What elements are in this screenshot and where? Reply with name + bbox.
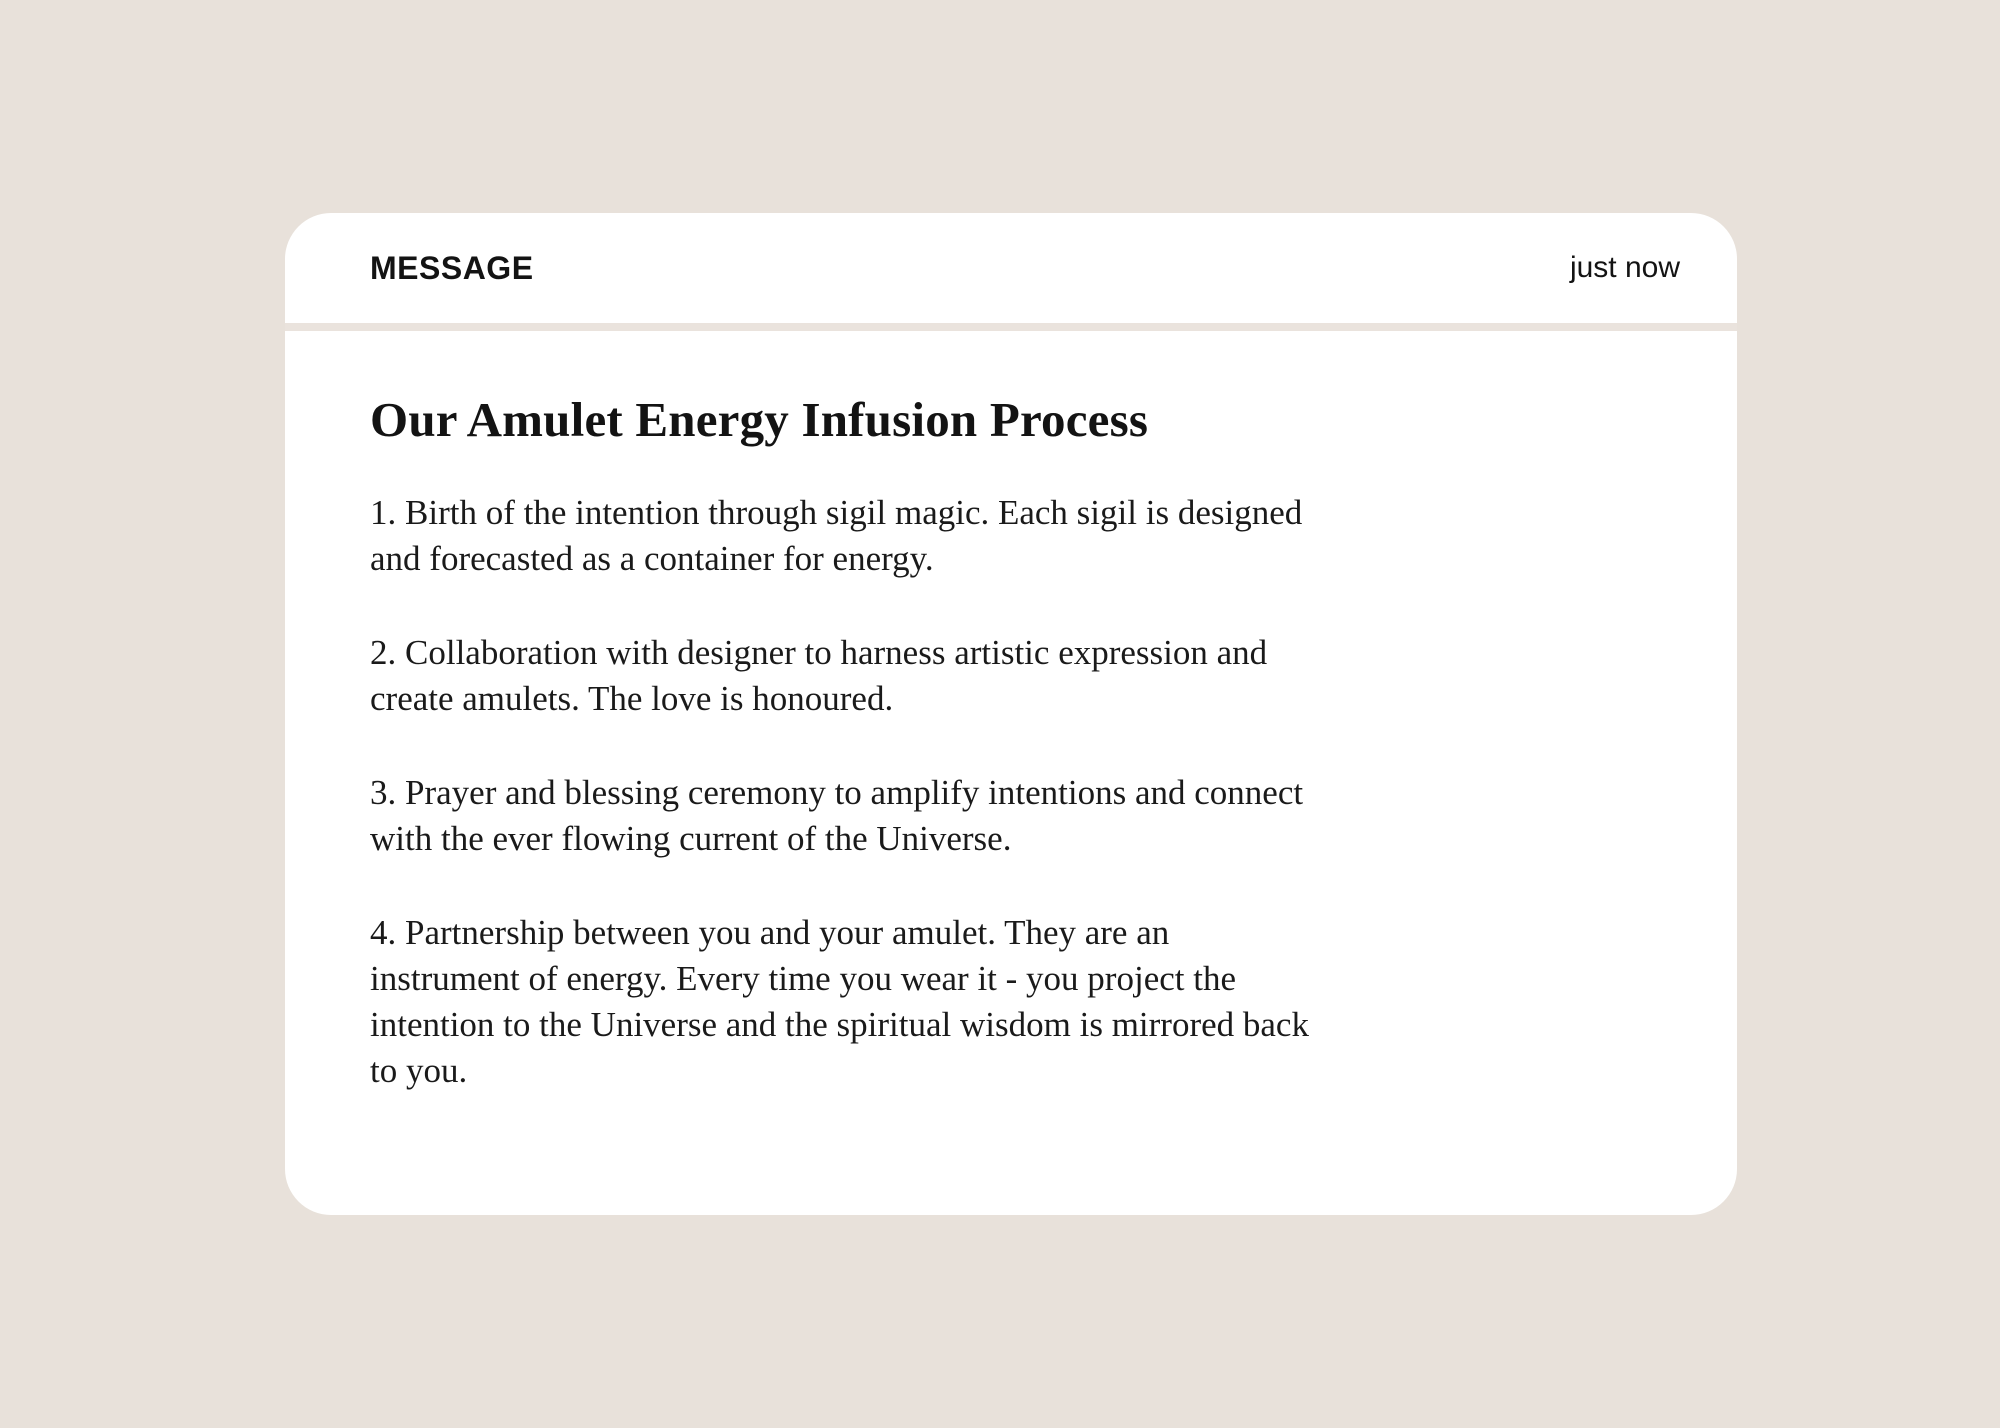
process-step-2: [370, 630, 1652, 722]
header-divider: [285, 323, 1737, 331]
step-4-line-1: 4. Partnership between you and your amulet. They are an: [370, 913, 1170, 952]
process-step-3: [370, 770, 1652, 862]
process-step-1: [370, 490, 1652, 582]
process-step-4: [370, 910, 1652, 1094]
message-card[interactable]: [285, 213, 1737, 1215]
message-card-body: [285, 331, 1737, 1215]
step-3-line-1: 3. Prayer and blessing ceremony to amplify intentions and connect: [370, 773, 1304, 812]
step-4-line-2: instrument of energy. Every time you wear it - you project the: [370, 959, 1236, 998]
step-4-line-3: intention to the Universe and the spiritual wisdom is mirrored back: [370, 1005, 1309, 1044]
message-label: MESSAGE: [370, 249, 534, 286]
step-2-line-1: 2. Collaboration with designer to harness artistic expression and: [370, 633, 1268, 672]
message-title: Our Amulet Energy Infusion Process: [370, 392, 1149, 447]
step-3-line-2: with the ever flowing current of the Universe.: [370, 819, 1012, 858]
step-1-line-2: and forecasted as a container for energy.: [370, 539, 934, 578]
message-card-header: [285, 213, 1737, 323]
timestamp: just now: [1569, 251, 1680, 284]
step-1-line-1: 1. Birth of the intention through sigil magic. Each sigil is designed: [370, 493, 1303, 532]
step-2-line-2: create amulets. The love is honoured.: [370, 679, 894, 718]
step-4-line-4: to you.: [370, 1051, 468, 1090]
